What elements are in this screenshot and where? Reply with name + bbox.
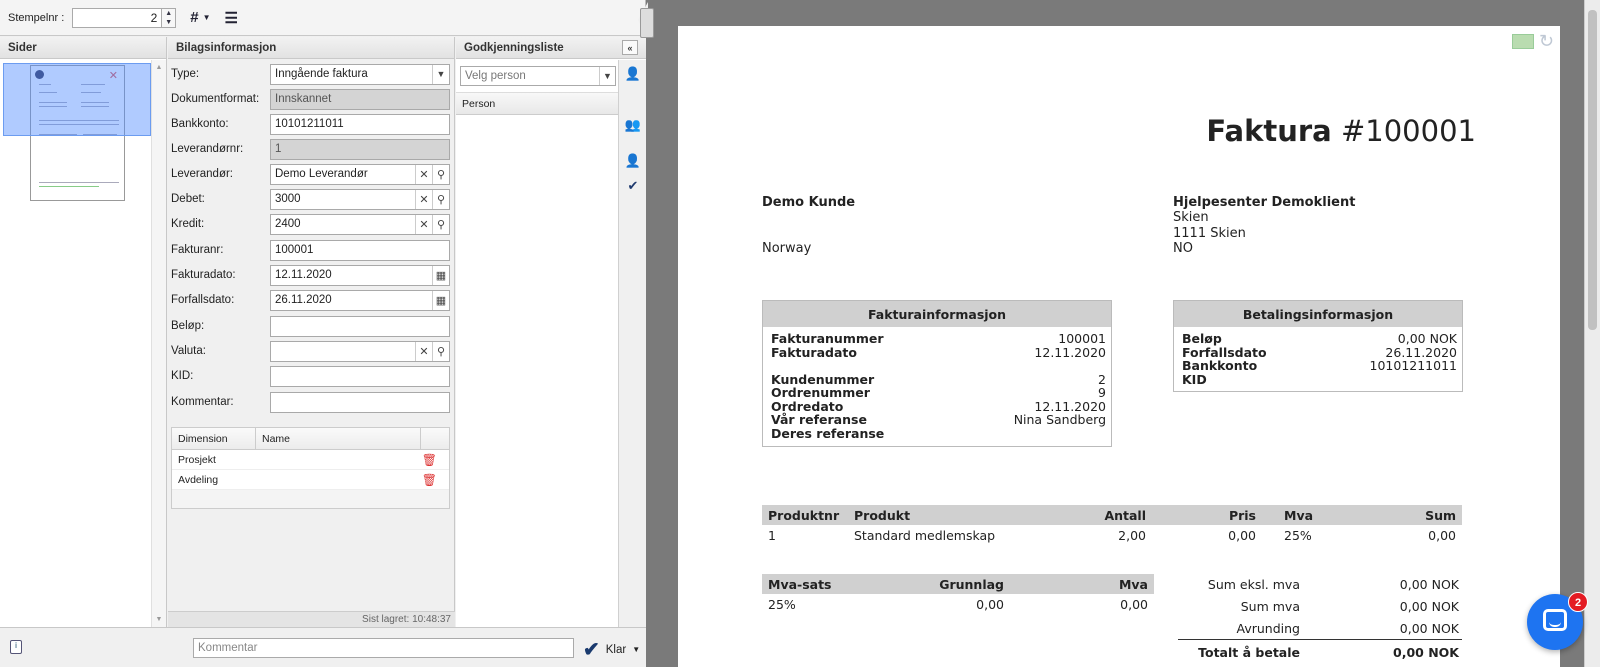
invoice-date-value: 12.11.2020 <box>275 269 332 281</box>
kid-input[interactable] <box>270 366 450 387</box>
form-row-fakturanr <box>168 239 455 261</box>
page-thumbnails <box>0 60 152 627</box>
form-row-fakturadato <box>168 264 455 286</box>
invoice-title-number: #100001 <box>1340 114 1476 148</box>
splitter-handle[interactable] <box>640 8 654 38</box>
user-group-icon[interactable]: 👥 <box>624 117 642 132</box>
dimension-table-header <box>172 428 449 450</box>
table-row[interactable] <box>172 470 449 490</box>
form-row-bankkonto <box>168 113 455 135</box>
total-row: Avrunding 0,00 NOK <box>1236 621 1459 636</box>
supplier-value: Demo Leverandør <box>275 168 368 180</box>
voucher-info-header: Bilagsinformasjon <box>168 37 454 59</box>
bankkonto-input[interactable]: 10101211011 <box>270 114 450 135</box>
search-icon[interactable]: ⚲ <box>432 165 449 184</box>
table-row: 25% 0,00 0,00 <box>768 597 1148 612</box>
due-date-value: 26.11.2020 <box>275 294 332 306</box>
invoice-page <box>678 26 1560 667</box>
scroll-down-icon[interactable]: ▼ <box>155 616 163 623</box>
pages-header: Sider <box>0 37 166 59</box>
search-icon[interactable]: ⚲ <box>432 215 449 234</box>
docformat-label: Dokumentformat: <box>171 93 260 105</box>
pages-panel <box>0 37 167 627</box>
comment-label: Kommentar: <box>171 396 234 408</box>
voucher-info-panel <box>168 37 455 627</box>
hash-icon: # <box>190 9 199 26</box>
voucher-panel <box>0 0 646 667</box>
total-row: Sum eksl. mva 0,00 NOK <box>1207 577 1459 592</box>
kid-label: KID: <box>171 370 194 382</box>
double-chevron-left-icon: « <box>627 42 633 53</box>
sender-line3: NO <box>1173 241 1193 256</box>
spin-down-icon[interactable]: ▼ <box>165 18 173 26</box>
mail-icon[interactable] <box>1512 34 1534 49</box>
chevron-down-icon[interactable]: ▼ <box>632 645 641 654</box>
pay-row: Forfallsdato 26.11.2020 <box>1182 344 1457 360</box>
chat-unread-badge: 2 <box>1568 592 1588 612</box>
clear-icon[interactable]: ✕ <box>415 165 432 184</box>
form-row-forfallsdato <box>168 289 455 311</box>
calendar-icon[interactable]: ▦ <box>432 291 449 310</box>
debit-input[interactable] <box>270 189 450 210</box>
type-select[interactable] <box>270 64 450 85</box>
info-row: Ordrenummer 9 <box>771 385 1106 400</box>
delete-page-icon[interactable]: ✕ <box>108 70 118 82</box>
supplier-number-label: Leverandørnr: <box>171 143 244 155</box>
clear-icon[interactable]: ✕ <box>415 190 432 209</box>
list-view-button[interactable] <box>225 9 238 27</box>
payment-info-title: Betalingsinformasjon <box>1174 301 1462 327</box>
approval-actions <box>618 60 646 627</box>
supplier-input[interactable] <box>270 164 450 185</box>
approve-check-icon[interactable]: ✔ <box>627 178 639 193</box>
search-icon[interactable]: ⚲ <box>432 342 449 361</box>
document-info-icon[interactable]: i <box>10 640 22 654</box>
trash-icon[interactable]: 🗑 <box>421 473 437 487</box>
rotate-icon[interactable]: ↻ <box>1538 31 1554 52</box>
info-row: Vår referanse Nina Sandberg <box>771 412 1106 427</box>
collapse-button[interactable] <box>622 40 638 55</box>
info-row: Ordredato 12.11.2020 <box>771 398 1106 414</box>
invoice-info-box <box>762 300 1112 447</box>
toolbar <box>0 0 645 36</box>
dimension-name: Avdeling <box>178 473 219 486</box>
invoice-title-word: Faktura <box>1206 114 1332 148</box>
sender-name: Hjelpesenter Demoklient <box>1173 195 1356 210</box>
form-row-kredit <box>168 213 455 235</box>
invoice-info-title: Fakturainformasjon <box>763 301 1111 327</box>
type-label: Type: <box>171 68 200 80</box>
vat-header: Mva-sats Grunnlag Mva <box>762 574 1154 594</box>
calendar-icon[interactable]: ▦ <box>432 266 449 285</box>
lines-header: Produktnr Produkt Antall Pris Mva Sum <box>762 505 1462 525</box>
search-icon[interactable]: ⚲ <box>432 190 449 209</box>
clear-icon[interactable]: ✕ <box>415 215 432 234</box>
approval-panel <box>456 37 646 627</box>
remove-user-icon[interactable]: 👤 <box>624 153 642 168</box>
splitter[interactable] <box>646 0 664 667</box>
bankkonto-label: Bankkonto: <box>171 118 229 130</box>
last-saved-status: Sist lagret: 10:48:37 <box>168 611 455 627</box>
chat-icon <box>1543 609 1567 631</box>
due-date-label: Forfallsdato: <box>171 294 235 306</box>
credit-input[interactable] <box>270 214 450 235</box>
invoice-number-input[interactable]: 100001 <box>270 240 450 261</box>
dimension-name: Prosjekt <box>178 453 216 466</box>
dimension-table <box>171 427 450 509</box>
invoice-number-label: Fakturanr: <box>171 244 224 256</box>
bottom-comment-input[interactable]: Kommentar <box>193 638 574 658</box>
total-row: Sum mva 0,00 NOK <box>1240 599 1459 614</box>
form-row-belop <box>168 315 455 337</box>
form-row-levnr <box>168 138 455 160</box>
amount-input[interactable] <box>270 316 450 337</box>
checkmark-icon: ✔ <box>583 639 600 661</box>
form-row-kommentar <box>168 391 455 413</box>
chevron-down-icon: ▼ <box>202 13 211 22</box>
person-select-placeholder: Velg person <box>465 70 526 82</box>
thumbnail-selection <box>3 63 151 136</box>
invoice-date-label: Fakturadato: <box>171 269 236 281</box>
ready-button[interactable] <box>583 637 640 662</box>
list-icon: ☰ <box>224 9 238 27</box>
info-row: Fakturanummer 100001 <box>771 331 1106 346</box>
comment-input[interactable] <box>270 392 450 413</box>
viewer-scroll-thumb[interactable] <box>1588 10 1597 330</box>
sender-line2: 1111 Skien <box>1173 226 1246 241</box>
pages-scrollbar[interactable] <box>151 60 166 627</box>
name-column[interactable]: Name <box>256 428 421 450</box>
spin-up-icon[interactable]: ▲ <box>165 9 173 17</box>
scroll-up-icon[interactable]: ▲ <box>155 64 163 71</box>
info-row: Fakturadato 12.11.2020 <box>771 344 1106 360</box>
debit-label: Debet: <box>171 193 205 205</box>
pay-row: KID <box>1182 371 1207 387</box>
totals-divider <box>1178 639 1462 640</box>
viewer-scrollbar[interactable] <box>1584 0 1600 667</box>
info-row: Kundenummer 2 <box>771 371 1106 387</box>
stamp-spinner[interactable] <box>162 8 176 28</box>
form-row-docformat <box>168 88 455 110</box>
supplier-label: Leverandør: <box>171 168 234 180</box>
form-row-kid <box>168 365 455 387</box>
credit-value: 2400 <box>275 218 301 230</box>
total-row: Totalt å betale 0,00 NOK <box>1198 645 1459 660</box>
ready-label: Klar <box>605 643 627 656</box>
person-column-header[interactable]: Person <box>456 92 618 115</box>
currency-input[interactable] <box>270 341 450 362</box>
dimension-column[interactable]: Dimension <box>172 428 256 450</box>
approval-header <box>456 37 646 59</box>
customer-country: Norway <box>762 241 812 256</box>
chevron-down-icon[interactable]: ▼ <box>432 65 449 84</box>
invoice-title <box>1206 114 1476 148</box>
type-value: Inngående faktura <box>275 68 368 80</box>
person-select[interactable] <box>460 66 616 86</box>
supplier-number-field: 1 <box>270 139 450 160</box>
debit-value: 3000 <box>275 193 301 205</box>
clear-icon[interactable]: ✕ <box>415 342 432 361</box>
trash-icon[interactable]: 🗑 <box>421 453 437 467</box>
currency-label: Valuta: <box>171 345 206 357</box>
credit-label: Kredit: <box>171 218 205 230</box>
payment-info-box <box>1173 300 1463 392</box>
stamp-format-button[interactable] <box>190 9 210 26</box>
chevron-down-icon[interactable]: ▼ <box>599 67 615 85</box>
form-row-leverandor <box>168 163 455 185</box>
amount-label: Beløp: <box>171 320 205 332</box>
add-user-icon[interactable]: 👤 <box>624 66 642 81</box>
pay-row: Beløp 0,00 NOK <box>1182 331 1457 346</box>
form-row-type <box>168 63 455 85</box>
stamp-label: Stempelnr : <box>8 11 65 24</box>
pay-row: Bankkonto 10101211011 <box>1182 358 1457 373</box>
due-date-input[interactable] <box>270 290 450 311</box>
customer-name: Demo Kunde <box>762 195 856 210</box>
form-row-debet <box>168 188 455 210</box>
bottom-bar <box>0 627 646 667</box>
sender-line1: Skien <box>1173 210 1209 225</box>
table-row[interactable] <box>172 450 449 470</box>
document-viewer <box>664 0 1584 667</box>
invoice-date-input[interactable] <box>270 265 450 286</box>
table-row: 1 Standard medlemskap 2,00 0,00 25% 0,00 <box>768 528 1456 543</box>
info-row: Deres referanse <box>771 425 885 441</box>
approval-title: Godkjenningsliste <box>464 41 564 54</box>
stamp-number-input[interactable]: 2 <box>72 8 162 28</box>
docformat-field: Innskannet <box>270 89 450 110</box>
form-row-valuta <box>168 340 455 362</box>
